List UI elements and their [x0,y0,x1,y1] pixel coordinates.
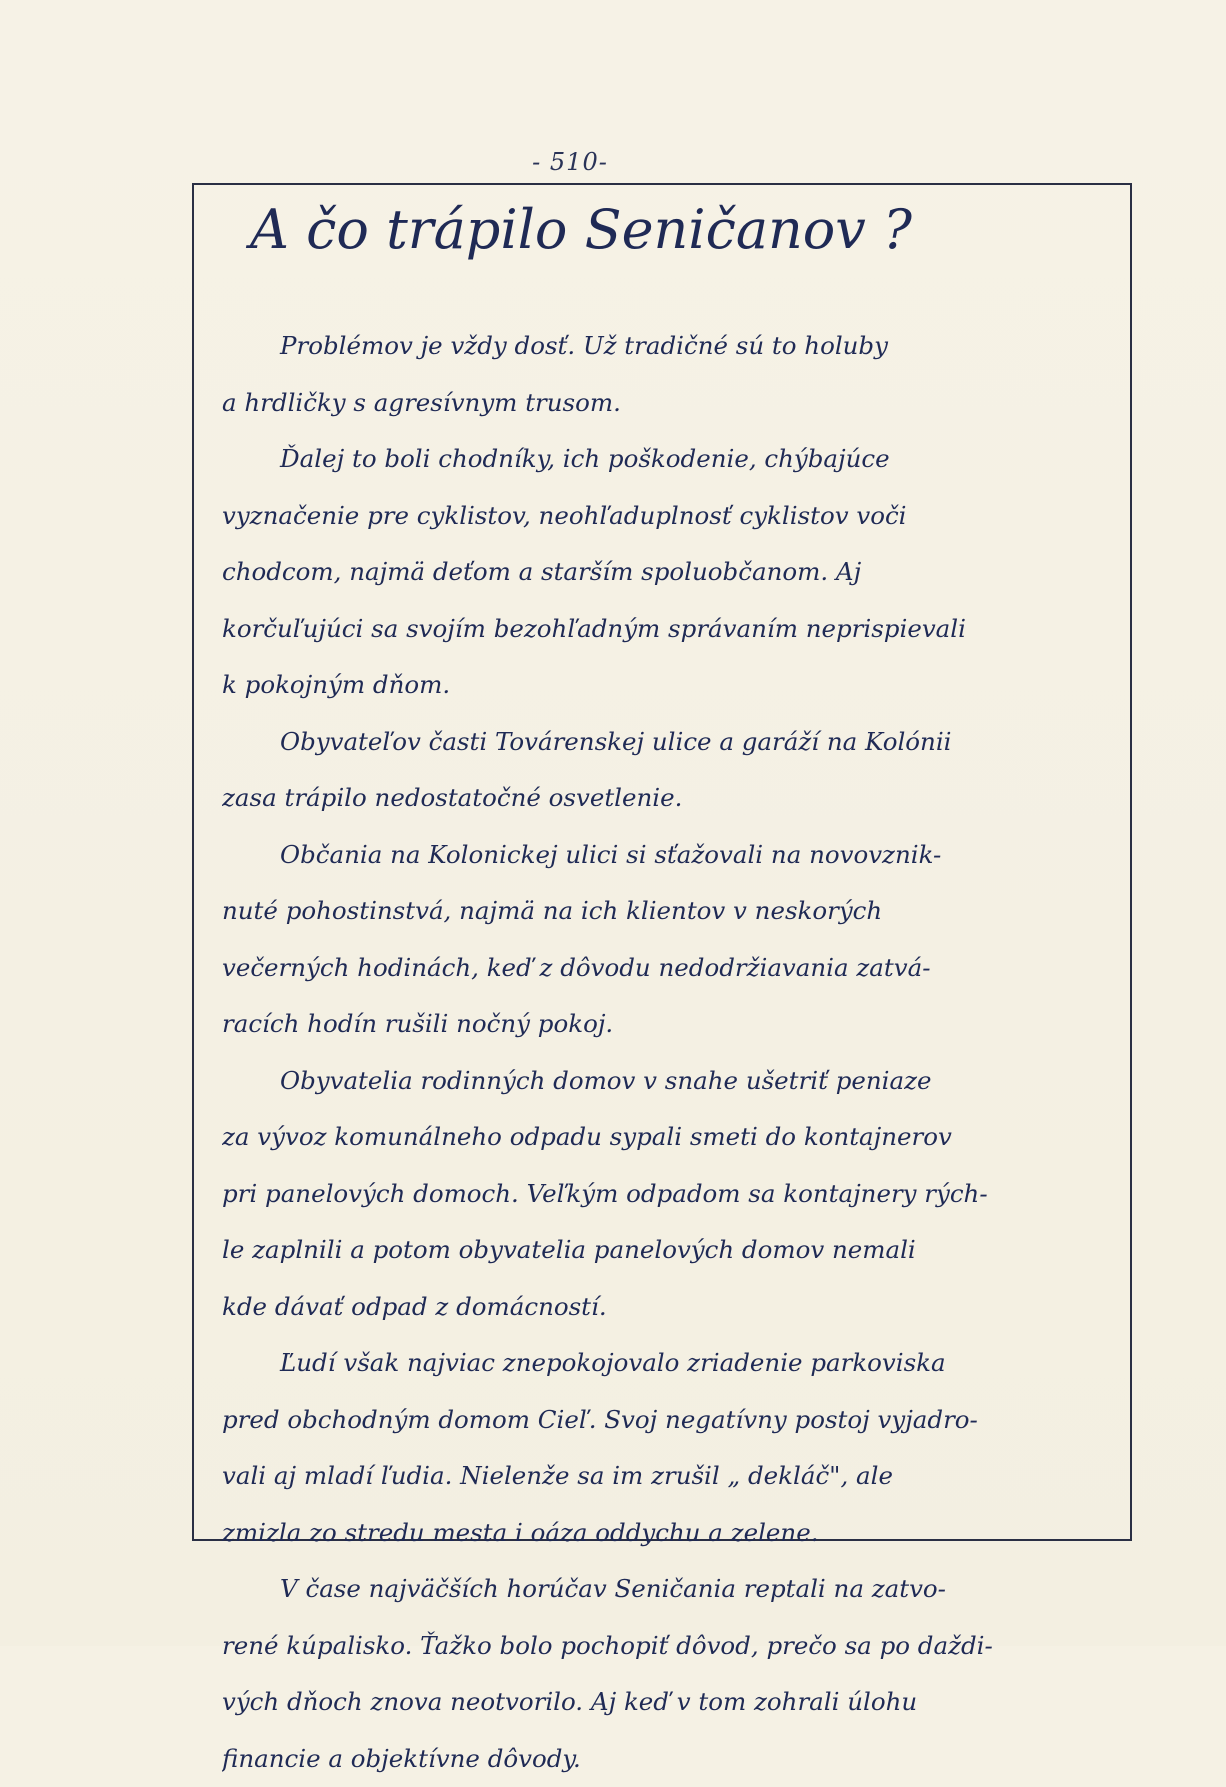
text-line: za vývoz komunálneho odpadu sypali smeti do kontajnerov [222,1109,1127,1166]
text-line: pred obchodným domom Cieľ. Svoj negatívny postoj vyjadro- [222,1392,1127,1449]
body-text [222,318,1127,1787]
text-line: pri panelových domoch. Veľkým odpadom sa kontajnery rých- [222,1166,1127,1223]
text-line: vých dňoch znova neotvorilo. Aj keď v tom zohrali úlohu [222,1674,1127,1731]
text-line: vali aj mladí ľudia. Nielenže sa im zrušil „ dekláč", ale [222,1448,1127,1505]
text-line: vyznačenie pre cyklistov, neohľaduplnosť cyklistov voči [222,488,1127,545]
text-line: zasa trápilo nedostatočné osvetlenie. [222,770,1127,827]
text-line: a hrdličky s agresívnym trusom. [222,375,1127,432]
text-line: le zaplnili a potom obyvatelia panelových domov nemali [222,1222,1127,1279]
page-title: A čo trápilo Seničanov ? [250,200,1100,259]
text-line: zmizla zo stredu mesta i oáza oddychu a zelene. [222,1505,1127,1562]
page-number: - 510- [510,148,630,176]
text-line: Obyvateľov časti Továrenskej ulice a garáží na Kolónii [222,714,1127,771]
text-line: Obyvatelia rodinných domov v snahe ušetriť peniaze [222,1053,1127,1110]
text-line: Ďalej to boli chodníky, ich poškodenie, chýbajúce [222,431,1127,488]
text-line: večerných hodinách, keď z dôvodu nedodržiavania zatvá- [222,940,1127,997]
text-line: rené kúpalisko. Ťažko bolo pochopiť dôvod, prečo sa po daždi- [222,1618,1127,1675]
text-line: Občania na Kolonickej ulici si sťažovali na novovznik- [222,827,1127,884]
text-line: korčuľujúci sa svojím bezohľadným správaním neprispievali [222,601,1127,658]
text-line: Ľudí však najviac znepokojovalo zriadenie parkoviska [222,1335,1127,1392]
text-line: Problémov je vždy dosť. Už tradičné sú to holuby [222,318,1127,375]
text-line: financie a objektívne dôvody. [222,1731,1127,1787]
text-line: chodcom, najmä deťom a starším spoluobčanom. Aj [222,544,1127,601]
text-line: V čase najväčších horúčav Seničania reptali na zatvo- [222,1561,1127,1618]
text-line: nuté pohostinstvá, najmä na ich klientov v neskorých [222,883,1127,940]
text-line: racích hodín rušili nočný pokoj. [222,996,1127,1053]
text-line: kde dávať odpad z domácností. [222,1279,1127,1336]
text-line: k pokojným dňom. [222,657,1127,714]
